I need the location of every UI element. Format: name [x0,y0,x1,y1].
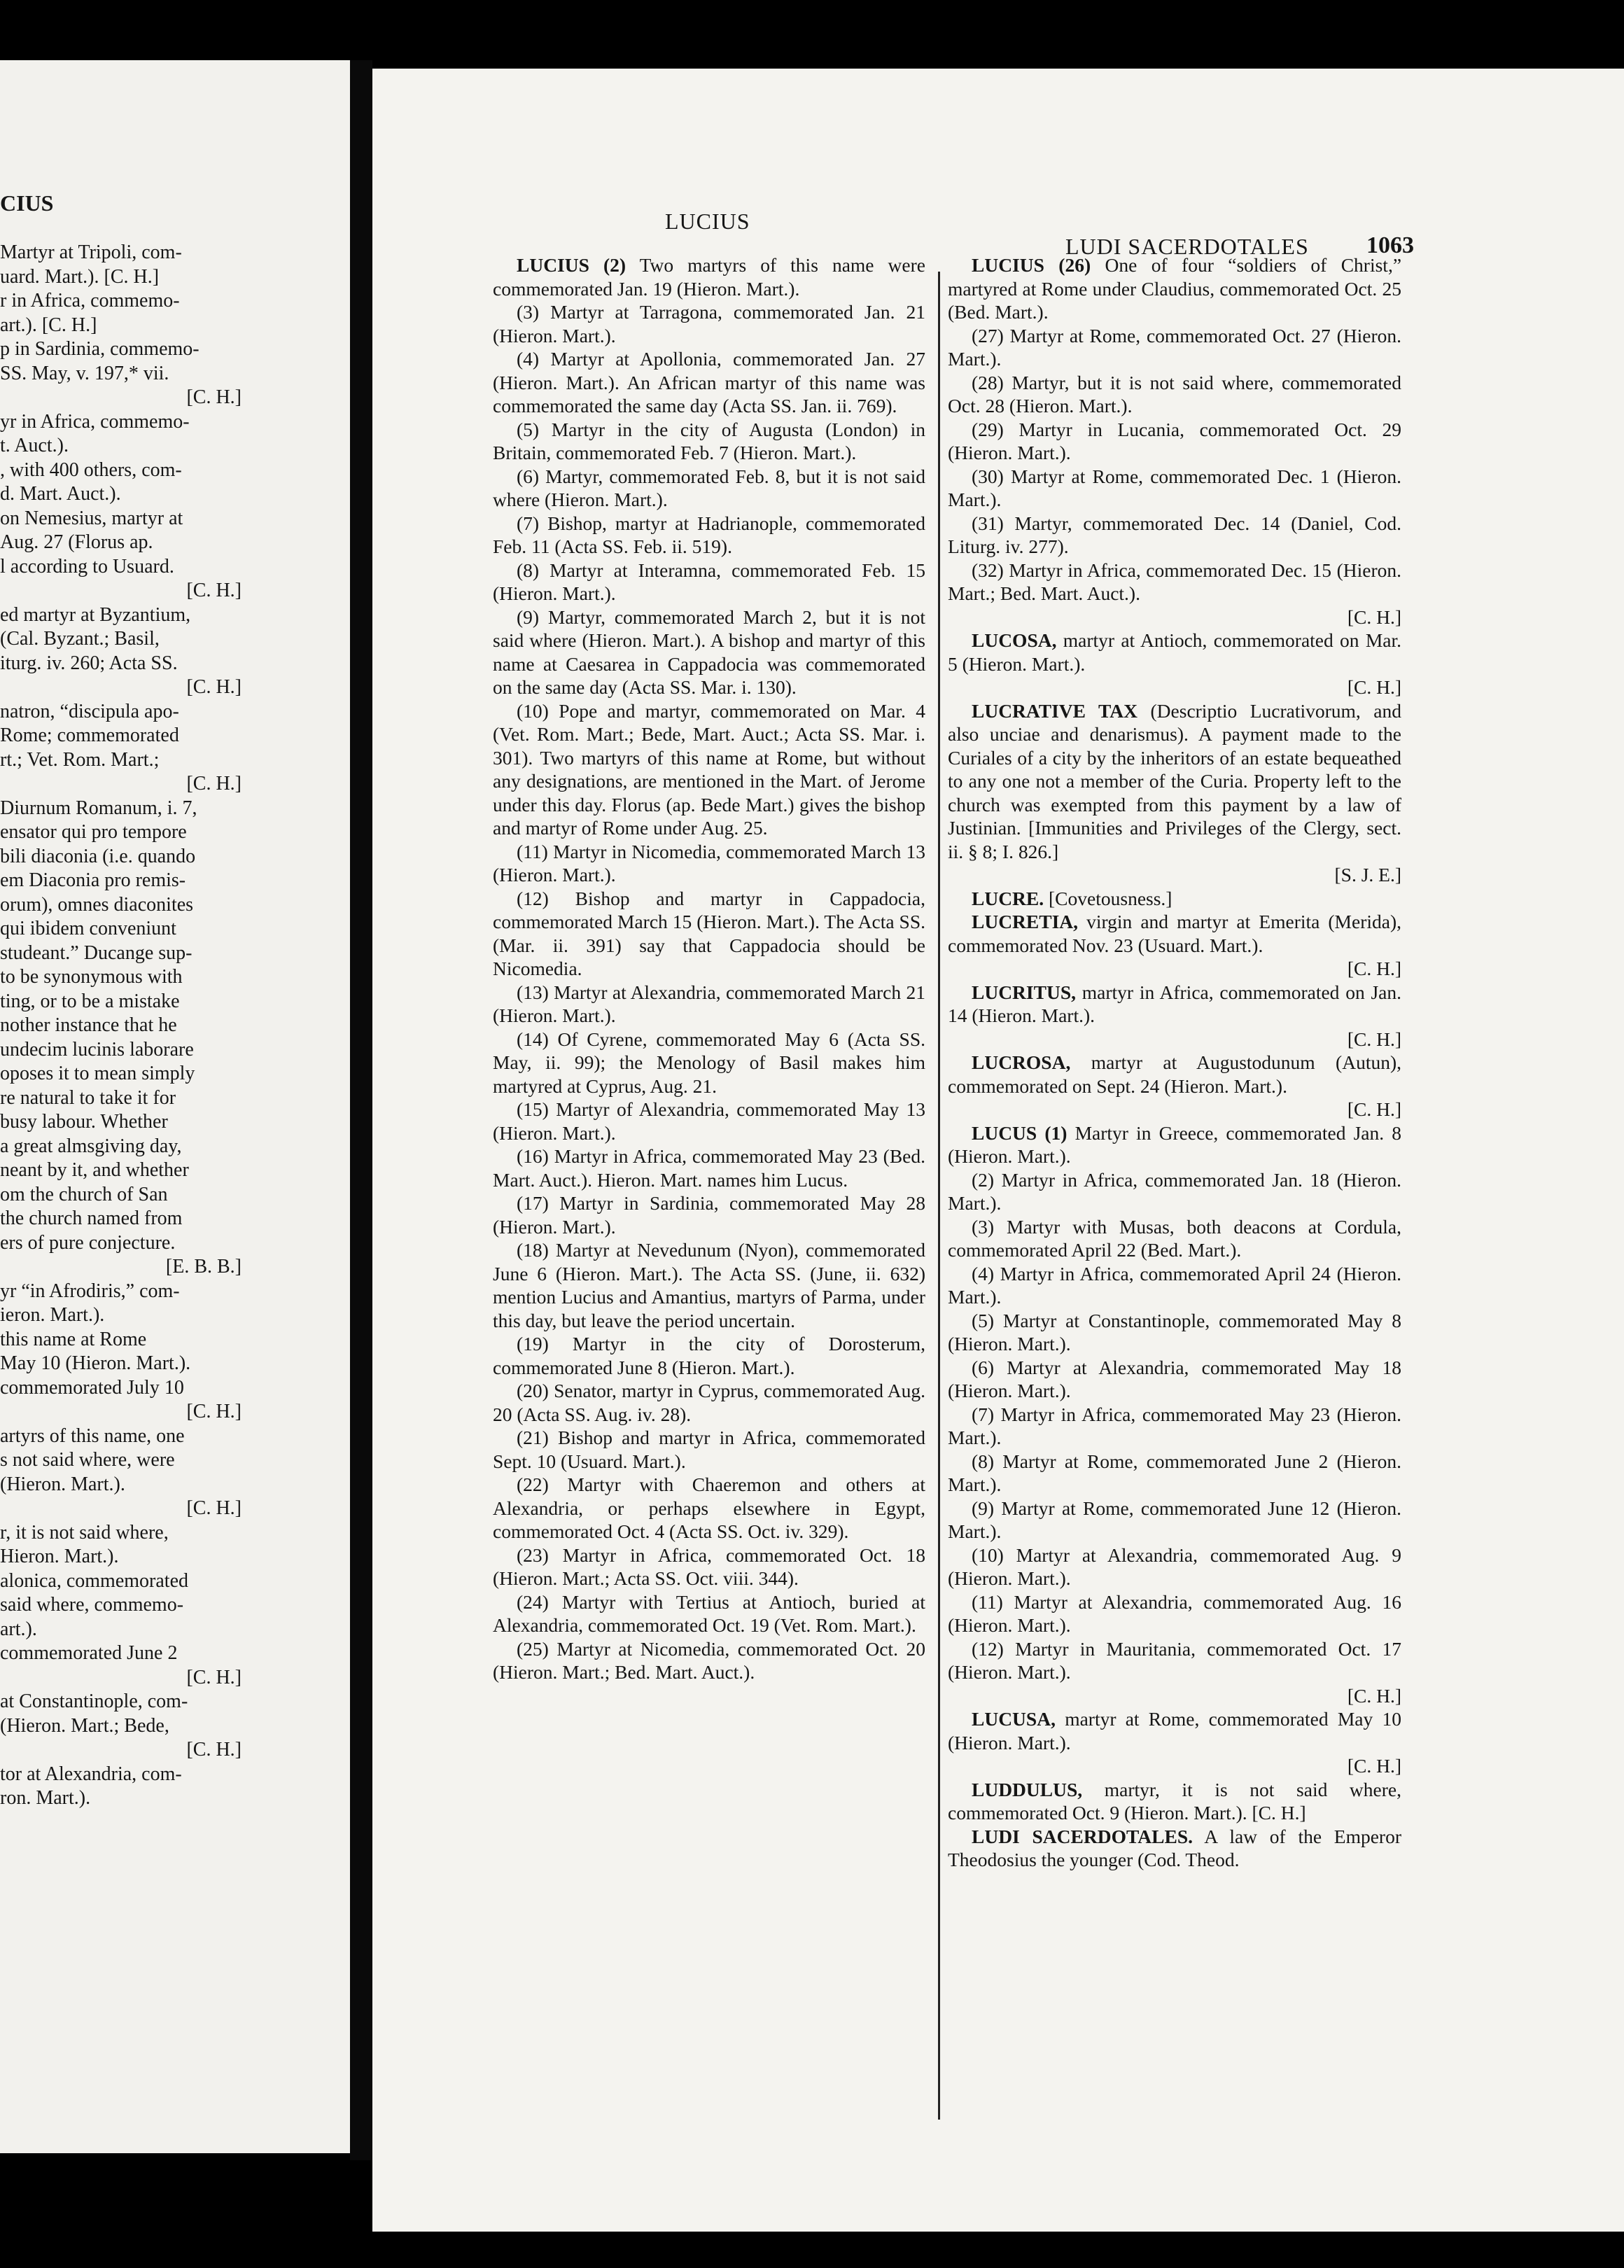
left-page-line: (Hieron. Mart.). [0,1473,125,1495]
entry-text: (13) Martyr at Alexandria, commemorated March 21 (Hieron. Mart.). [493,981,925,1026]
left-page-line: uard. Mart.). [C. H.] [0,265,160,288]
entry-text: (8) Martyr at Rome, commemorated June 2 (Hieron. Mart.). [948,1450,1401,1495]
entry-text: (Descriptio Lucrativorum, and also unciae and denarismus). A payment made to the Curiales of a city by the inheritors of an estate bequeathed to any one not a member of the Curia. Property left to the church was exempted from this payment by a law of Justinian. [Immunities and Privileges of the Clergy, sect. ii. § 8; I. 826.] [948,699,1401,862]
entry-text: (21) Bishop and martyr in Africa, commemorated Sept. 10 (Usuard. Mart.). [493,1427,925,1472]
left-page-line: busy labour. Whether [0,1111,168,1133]
dictionary-entry [493,559,925,606]
entry-text: (29) Martyr in Lucania, commemorated Oct. 29 (Hieron. Mart.). [948,418,1401,463]
entry-signature: [S. J. E.] [1334,864,1401,886]
left-page-line: yr in Africa, commemo- [0,410,190,433]
dictionary-entry [948,1356,1401,1403]
dictionary-entry [493,465,925,512]
dictionary-entry [948,1497,1401,1544]
dictionary-entry [948,1309,1401,1356]
left-page-line: t. Auct.). [0,435,69,456]
entry-text: martyr at Augustodunum (Autun), commemorated on Sept. 24 (Hieron. Mart.). [948,1051,1401,1097]
entry-text: (27) Martyr at Rome, commemorated Oct. 27 (Hieron. Mart.). [948,324,1401,370]
entry-headword: LUCRITUS, [972,981,1076,1003]
left-page-line: yr “in Afrodiris,” com- [0,1280,180,1302]
dictionary-entry [493,606,925,699]
left-page-line: tor at Alexandria, com- [0,1763,182,1785]
entry-text: (19) Martyr in the city of Dorosterum, commemorated June 8 (Hieron. Mart.). [493,1333,925,1378]
left-page-line: Diurnum Romanum, i. 7, [0,797,197,819]
dictionary-entry [948,629,1401,676]
left-page-line: ron. Mart.). [0,1787,91,1809]
left-page-line: to be synonymous with [0,966,183,988]
entry-text: (5) Martyr in the city of Augusta (London) in Britain, commemorated Feb. 7 (Hieron. Mart.). [493,418,925,463]
left-page-line: orum), omnes diaconites [0,893,194,916]
text-column-2 [948,253,1401,1872]
running-head-left: LUCIUS [665,209,750,234]
entry-text: (31) Martyr, commemorated Dec. 14 (Daniel, Cod. Liturg. iv. 277). [948,512,1401,557]
page-number: 1063 [1366,232,1414,258]
entry-text: (16) Martyr in Africa, commemorated May 23 (Bed. Mart. Auct.). Hieron. Mart. names him Lucus. [493,1145,925,1191]
entry-text: [Covetousness.] [1049,887,1172,909]
entry-text: (23) Martyr in Africa, commemorated Oct. 18 (Hieron. Mart.; Acta SS. Oct. viii. 344). [493,1544,925,1589]
dictionary-entry [493,1473,925,1544]
entry-text: A law of the Emperor Theodosius the younger (Cod. Theod. [948,1825,1401,1870]
entry-text: (17) Martyr in Sardinia, commemorated May 28 (Hieron. Mart.). [493,1192,925,1238]
dictionary-entry [493,1426,925,1473]
left-page-line: ensator qui pro tempore [0,821,187,843]
left-page-line: s not said where, were [0,1449,175,1471]
entry-text: (4) Martyr in Africa, commemorated April 24 (Hieron. Mart.). [948,1262,1401,1308]
entry-text: (4) Martyr at Apollonia, commemorated Jan. 27 (Hieron. Mart.). An African martyr of this name was commemorated the same day (Acta SS. Jan. ii. 769). [493,348,925,416]
entry-headword: LUCOSA, [972,629,1057,651]
left-page-line: Hieron. Mart.). [0,1546,119,1567]
entry-text: martyr at Rome, commemorated May 10 (Hieron. Mart.). [948,1708,1401,1754]
entry-text: (6) Martyr at Alexandria, commemorated May 18 (Hieron. Mart.). [948,1356,1401,1401]
left-page-line: commemorated July 10 [0,1376,184,1399]
entry-text: (7) Bishop, martyr at Hadrianople, commemorated Feb. 11 (Acta SS. Feb. ii. 519). [493,512,925,557]
left-page-line: undecim lucinis laborare [0,1038,194,1060]
entry-text: (2) Martyr in Africa, commemorated Jan. 18 (Hieron. Mart.). [948,1168,1401,1214]
entry-text: martyr at Antioch, commemorated on Mar. 5 (Hieron. Mart.). [948,629,1401,675]
entry-signature: [C. H.] [1347,1028,1401,1050]
left-page [0,60,350,2153]
entry-text: (14) Of Cyrene, commemorated May 6 (Acta SS. May, ii. 99); the Menology of Basil makes him martyred at Cyprus, Aug. 21. [493,1028,925,1097]
left-page-line: ieron. Mart.). [0,1304,105,1326]
left-page-line: bili diaconia (i.e. quando [0,845,196,867]
left-page-line: [C. H.] [186,1739,241,1760]
entry-text: Two martyrs of this name were commemorated Jan. 19 (Hieron. Mart.). [493,254,925,300]
entry-text: (18) Martyr at Nevedunum (Nyon), commemorated June 6 (Hieron. Mart.). The Acta SS. (June, ii. 632) mention Lucius and Amantius, martyrs of Parma, under this day, but leave the period uncertain. [493,1239,925,1331]
entry-text: virgin and martyr at Emerita (Merida), commemorated Nov. 23 (Usuard. Mart.). [948,911,1402,956]
entry-text: (8) Martyr at Interamna, commemorated Feb. 15 (Hieron. Mart.). [493,559,925,604]
entry-text: (3) Martyr with Musas, both deacons at Cordula, commemorated April 22 (Bed. Mart.). [948,1215,1401,1261]
left-page-line: art.). [C. H.] [0,314,97,336]
dictionary-entry [493,1144,925,1191]
entry-text: (9) Martyr at Rome, commemorated June 12 (Hieron. Mart.). [948,1497,1401,1542]
dictionary-entry [948,1168,1401,1215]
left-page-line: nother instance that he [0,1014,177,1036]
left-page-line: studeant.” Ducange sup- [0,941,192,964]
left-page-line: neant by it, and whether [0,1159,189,1181]
entry-text: (32) Martyr in Africa, commemorated Dec. 15 (Hieron. Mart.; Bed. Mart. Auct.). [948,559,1401,604]
left-page-line: ting, or to be a mistake [0,990,180,1012]
left-page-line: l according to Usuard. [0,555,174,578]
dictionary-entry [948,1262,1401,1309]
entry-text: (10) Pope and martyr, commemorated on Mar. 4 (Vet. Rom. Mart.; Bede, Mart. Auct.; Acta SS. Mar. i. 301). Two martyrs of this name at Rome, but without any designations, are mentioned in the Mart. of Jerome under this day. Florus (ap. Bede Mart.) gives the bishop and martyr of Rome under Aug. 25. [493,699,925,839]
entry-text: (5) Martyr at Constantinople, commemorated May 8 (Hieron. Mart.). [948,1309,1401,1354]
left-page-line: a great almsgiving day, [0,1135,182,1157]
dictionary-entry [948,1590,1401,1637]
dictionary-entry [948,1778,1401,1825]
left-page-line: said where, commemo- [0,1594,184,1616]
left-page-line: d. Mart. Auct.). [0,483,121,505]
entry-text: (12) Bishop and martyr in Cappadocia, commemorated March 15 (Hieron. Mart.). The Acta SS. (Mar. ii. 391) say that Cappadocia should be Nicomedia. [493,887,925,979]
dictionary-entry [948,1707,1401,1754]
left-page-line: [E. B. B.] [165,1256,241,1278]
dictionary-entry [493,840,925,887]
dictionary-entry [493,300,925,347]
dictionary-entry [948,910,1401,957]
entry-headword: LUDI SACERDOTALES. [972,1825,1193,1847]
dictionary-entry [948,512,1401,559]
left-page-line: art.). [0,1618,37,1640]
left-page-line: , with 400 others, com- [0,458,182,481]
dictionary-entry [493,253,925,300]
left-page-line: commemorated June 2 [0,1642,178,1664]
dictionary-entry [948,371,1401,418]
left-page-heading: CIUS [0,190,54,216]
left-page-line: the church named from [0,1208,183,1229]
left-page-line: [C. H.] [186,1666,241,1688]
left-page-line: [C. H.] [186,773,241,794]
left-page-line: ed martyr at Byzantium, [0,603,191,626]
entry-text: (28) Martyr, but it is not said where, commemorated Oct. 28 (Hieron. Mart.). [948,371,1401,416]
left-page-line: em Diaconia pro remis- [0,869,186,891]
left-page-line: this name at Rome [0,1328,147,1350]
entry-signature: [C. H.] [1347,606,1401,628]
entry-text: (30) Martyr at Rome, commemorated Dec. 1 (Hieron. Mart.). [948,465,1401,510]
entry-text: (9) Martyr, commemorated March 2, but it is not said where (Hieron. Mart.). A bishop and martyr of this name at Caesarea in Cappadocia was commemorated on the same day (Acta SS. Mar. i. 130). [493,606,925,698]
dictionary-entry [493,1028,925,1098]
dictionary-entry [948,253,1401,324]
left-page-line: Rome; commemorated [0,724,179,746]
entry-text: (3) Martyr at Tarragona, commemorated Jan. 21 (Hieron. Mart.). [493,301,925,346]
left-page-line: Martyr at Tripoli, com- [0,241,182,263]
dictionary-entry [493,347,925,418]
entry-text: (25) Martyr at Nicomedia, commemorated Oct. 20 (Hieron. Mart.; Bed. Mart. Auct.). [493,1637,925,1683]
entry-text: (15) Martyr of Alexandria, commemorated May 13 (Hieron. Mart.). [493,1098,925,1144]
left-page-line: iturg. iv. 260; Acta SS. [0,652,178,674]
entry-text: martyr in Africa, commemorated on Jan. 14 (Hieron. Mart.). [948,981,1402,1026]
left-page-line: on Nemesius, martyr at [0,507,183,529]
dictionary-entry [948,1825,1401,1872]
left-page-line: (Cal. Byzant.; Basil, [0,628,160,650]
dictionary-entry [948,1121,1401,1168]
dictionary-entry [948,1215,1401,1262]
entry-headword: LUCRETIA, [972,911,1079,932]
running-head-right: LUDI SACERDOTALES [1065,234,1309,259]
dictionary-entry [948,699,1401,864]
entry-headword: LUCRATIVE TAX [972,699,1138,722]
dictionary-entry [493,1379,925,1426]
dictionary-entry [948,981,1401,1028]
entry-headword: LUCIUS (26) [972,254,1091,276]
left-page-line: oposes it to mean simply [0,1063,195,1084]
entry-text: Martyr in Greece, commemorated Jan. 8 (Hieron. Mart.). [948,1121,1402,1167]
left-page-line: artyrs of this name, one [0,1424,185,1447]
book-gutter [350,60,372,2160]
left-page-line: [C. H.] [186,1401,241,1422]
dictionary-entry [948,1403,1401,1450]
left-page-line: [C. H.] [186,1497,241,1519]
entry-headword: LUCUS (1) [972,1121,1068,1144]
left-page-line: SS. May, v. 197,* vii. [0,362,169,384]
left-page-line: r, it is not said where, [0,1521,169,1544]
entry-text: (6) Martyr, commemorated Feb. 8, but it is not said where (Hieron. Mart.). [493,465,925,510]
entry-text: (22) Martyr with Chaeremon and others at Alexandria, or perhaps elsewhere in Egypt, commemorated Oct. 4 (Acta SS. Oct. iv. 329). [493,1474,925,1542]
entry-headword: LUDDULUS, [972,1778,1083,1800]
right-page [372,69,1624,2232]
dictionary-entry [493,1590,925,1637]
left-page-line: qui ibidem conveniunt [0,918,176,939]
dictionary-entry [948,887,1401,911]
dictionary-entry [493,1098,925,1144]
dictionary-entry [493,418,925,465]
dictionary-entry [948,1637,1401,1684]
entry-text: (11) Martyr at Alexandria, commemorated Aug. 16 (Hieron. Mart.). [948,1590,1401,1636]
dictionary-entry [493,512,925,559]
dictionary-entry [493,699,925,840]
left-page-line: [C. H.] [186,386,241,408]
dictionary-entry [948,324,1401,371]
dictionary-entry [948,465,1401,512]
entry-headword: LUCUSA, [972,1708,1056,1730]
left-page-line: p in Sardinia, commemo- [0,338,200,360]
left-page-line: (Hieron. Mart.; Bede, [0,1714,169,1737]
entry-text: (10) Martyr at Alexandria, commemorated Aug. 9 (Hieron. Mart.). [948,1544,1401,1589]
dictionary-entry [493,1332,925,1379]
left-page-line: at Constantinople, com- [0,1690,188,1712]
dictionary-entry [493,887,925,981]
dictionary-entry [493,1191,925,1238]
dictionary-entry [493,1544,925,1590]
entry-text: (12) Martyr in Mauritania, commemorated Oct. 17 (Hieron. Mart.). [948,1637,1401,1683]
entry-headword: LUCRE. [972,887,1044,909]
left-page-line: [C. H.] [186,676,241,698]
dictionary-entry [493,1238,925,1332]
entry-text: (24) Martyr with Tertius at Antioch, buried at Alexandria, commemorated Oct. 19 (Vet. Rom. Mart.). [493,1590,925,1636]
entry-text: (11) Martyr in Nicomedia, commemorated March 13 (Hieron. Mart.). [493,840,925,886]
left-page-line: om the church of San [0,1183,168,1205]
left-page-line: Aug. 27 (Florus ap. [0,531,153,553]
dictionary-entry [948,1450,1401,1497]
left-page-line: re natural to take it for [0,1086,176,1109]
entry-text: (7) Martyr in Africa, commemorated May 23 (Hieron. Mart.). [948,1403,1401,1448]
left-page-line: alonica, commemorated [0,1569,188,1592]
dictionary-entry [493,981,925,1028]
text-column-1 [493,253,925,1684]
left-page-line: [C. H.] [186,580,241,601]
dictionary-entry [493,1637,925,1684]
entry-signature: [C. H.] [1347,676,1401,698]
entry-text: martyr, it is not said where, commemorated Oct. 9 (Hieron. Mart.). [C. H.] [948,1778,1401,1823]
left-page-line: rt.; Vet. Rom. Mart.; [0,748,160,771]
left-page-line: May 10 (Hieron. Mart.). [0,1352,191,1374]
left-page-line: r in Africa, commemo- [0,290,180,312]
entry-text: (20) Senator, martyr in Cyprus, commemorated Aug. 20 (Acta SS. Aug. iv. 28). [493,1380,925,1425]
entry-text: One of four “soldiers of Christ,” martyred at Rome under Claudius, commemorated Oct. 25 (Bed. Mart.). [948,254,1402,323]
left-page-line: natron, “discipula apo- [0,700,179,722]
entry-signature: [C. H.] [1347,1098,1401,1120]
dictionary-entry [948,1544,1401,1590]
dictionary-entry [948,559,1401,606]
entry-headword: LUCIUS (2) [517,254,626,276]
entry-signature: [C. H.] [1347,958,1401,979]
entry-headword: LUCROSA, [972,1051,1071,1073]
column-rule [938,272,940,2120]
left-page-line: ers of pure conjecture. [0,1231,176,1254]
dictionary-entry [948,418,1401,465]
entry-signature: [C. H.] [1347,1684,1401,1707]
entry-signature: [C. H.] [1347,1755,1401,1777]
dictionary-entry [948,1051,1401,1098]
